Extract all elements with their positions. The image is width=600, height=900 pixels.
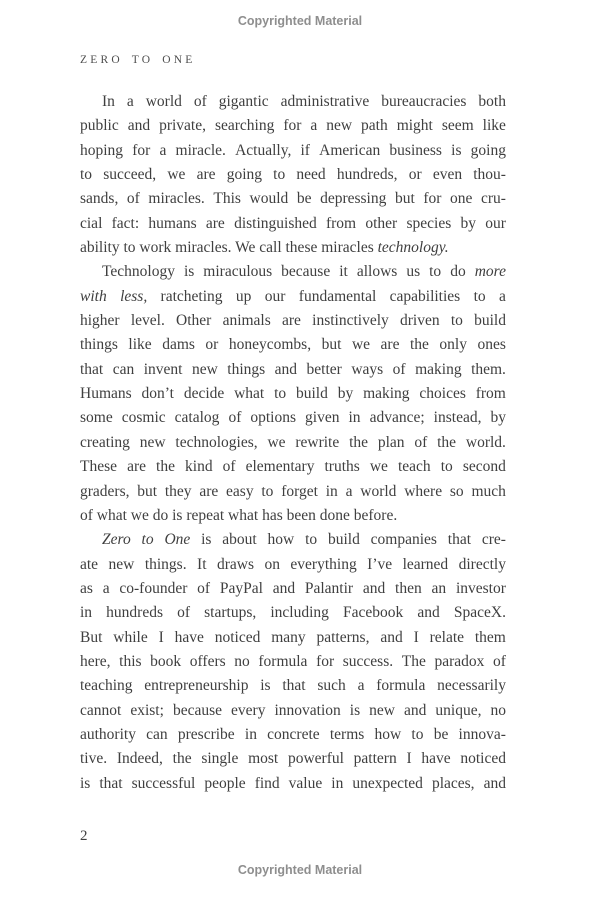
text-line: hoping for a miracle. Actually, if American business is going: [80, 141, 506, 159]
text-line: sands, of miracles. This would be depressing but for one cru-: [80, 190, 506, 208]
paragraph: [80, 260, 506, 528]
running-header: ZERO TO ONE: [80, 54, 196, 66]
text-line: Zero to One is about how to build companies that cre-: [102, 531, 506, 549]
text-line: higher level. Other animals are instinctively driven to build: [80, 312, 506, 330]
text-line: here, this book offers no formula for success. The paradox of: [80, 652, 506, 670]
copyright-notice-top: Copyrighted Material: [237, 14, 363, 28]
text-line: But while I have noticed many patterns, and I relate them: [80, 628, 506, 646]
text-line: Humans don’t decide what to build by making choices from: [80, 385, 506, 403]
text-line: to succeed, we are going to need hundreds, or even thou-: [80, 166, 506, 184]
text-line: as a co-founder of PayPal and Palantir and then an investor: [80, 579, 506, 597]
text-line: creating new technologies, we rewrite the plan of the world.: [80, 433, 506, 451]
text-line: These are the kind of elementary truths we teach to second: [80, 458, 506, 476]
text-line: is that successful people find value in unexpected places, and: [80, 774, 506, 792]
text-line: things like dams or honeycombs, but we are the only ones: [80, 336, 506, 354]
text-line: public and private, searching for a new path might seem like: [80, 117, 506, 135]
paragraph: [80, 528, 506, 796]
text-line: cial fact: humans are distinguished from other species by our: [80, 214, 506, 232]
text-line: in hundreds of startups, including Facebook and SpaceX.: [80, 604, 506, 622]
text-line: of what we do is repeat what has been done before.: [80, 506, 398, 524]
copyright-notice-bottom: Copyrighted Material: [237, 863, 363, 877]
text-line: that can invent new things and better ways of making them.: [80, 360, 506, 378]
text-line: tive. Indeed, the single most powerful pattern I have noticed: [80, 750, 506, 768]
text-line: ability to work miracles. We call these miracles technology.: [80, 239, 449, 257]
text-line: graders, but they are easy to forget in a world where so much: [80, 482, 506, 500]
text-line: cannot exist; because every innovation is new and unique, no: [80, 701, 506, 719]
paragraph: [80, 90, 506, 260]
text-line: authority can prescribe in concrete terms how to be innova-: [80, 725, 506, 743]
text-line: ate new things. It draws on everything I’ve learned directly: [80, 555, 506, 573]
text-line: Technology is miraculous because it allows us to do more: [102, 263, 506, 281]
text-line: some cosmic catalog of options given in advance; instead, by: [80, 409, 506, 427]
text-line: In a world of gigantic administrative bureaucracies both: [102, 93, 506, 110]
body-text: [80, 90, 506, 796]
text-line: with less, ratcheting up our fundamental capabilities to a: [80, 287, 506, 305]
text-line: teaching entrepreneurship is that such a formula necessarily: [80, 677, 506, 695]
page-number: 2: [80, 828, 88, 844]
